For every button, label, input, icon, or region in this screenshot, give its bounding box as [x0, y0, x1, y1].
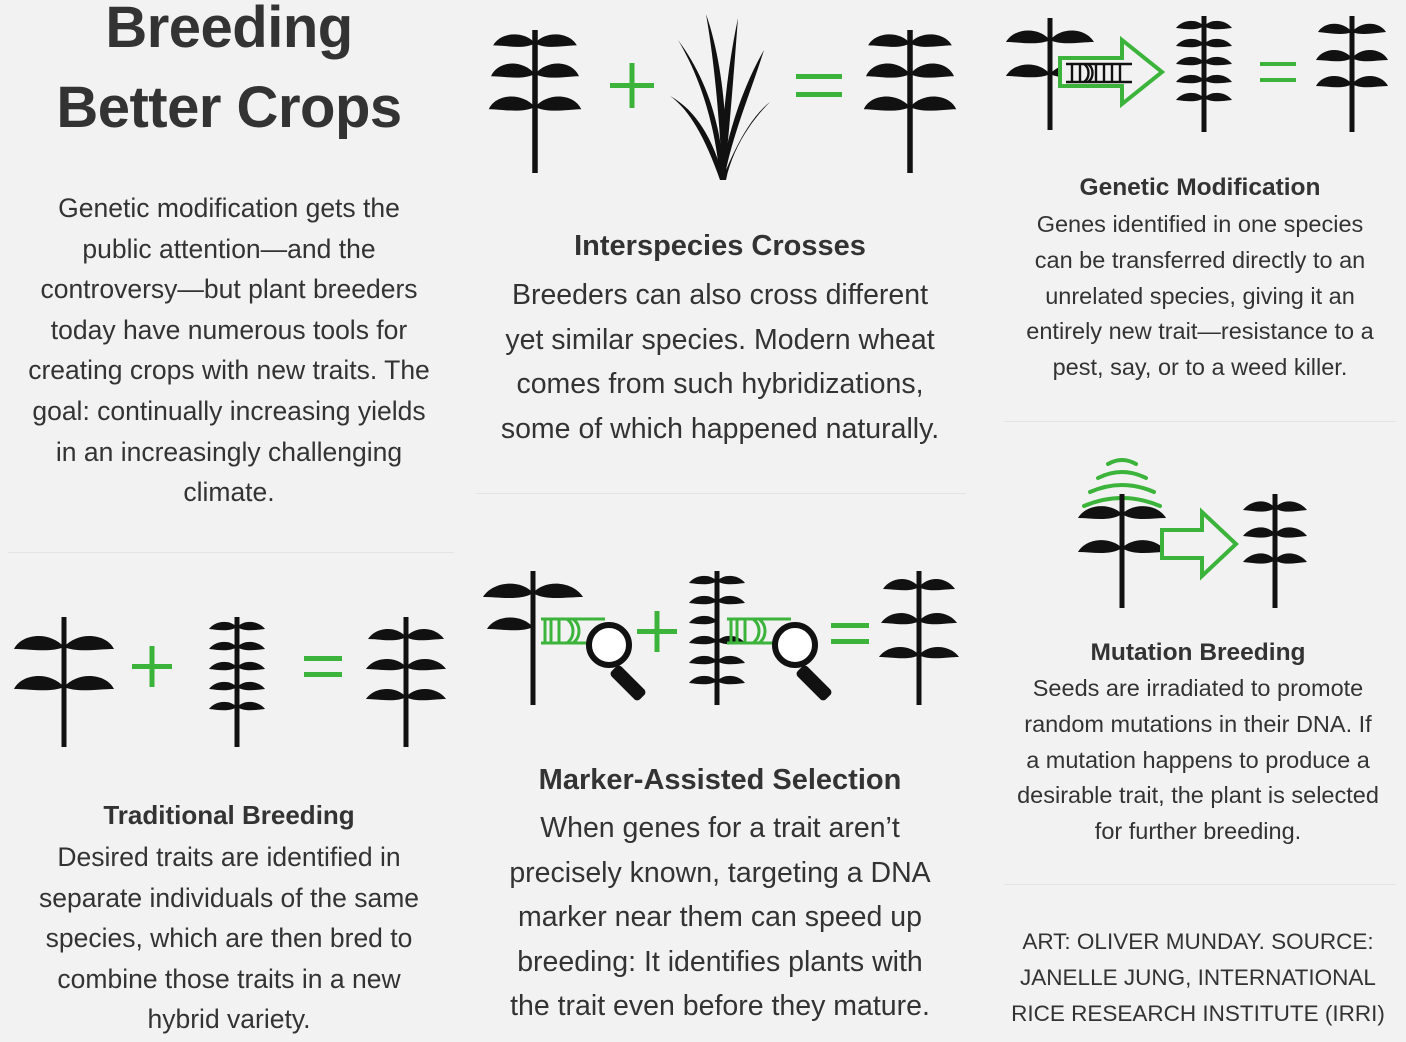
equals-icon: [1260, 62, 1296, 82]
marker-line: breeding: It identifies plants with: [517, 945, 923, 978]
credit-line: RICE RESEARCH INSTITUTE (IRRI): [1011, 1001, 1385, 1026]
marker-line: When genes for a trait aren’t: [540, 812, 900, 844]
divider: [476, 493, 966, 494]
interspecies-diagram: [470, 10, 950, 190]
interspecies-heading: Interspecies Crosses: [574, 230, 866, 262]
plant-icon: [14, 617, 114, 747]
title-line-1: Breeding: [105, 0, 353, 60]
plus-icon: [610, 63, 654, 108]
divider: [1004, 884, 1396, 885]
interspecies-line: Breeders can also cross different: [511, 279, 929, 311]
intro-line: creating crops with new traits. The: [28, 355, 430, 386]
interspecies-text: [470, 273, 970, 451]
plant-icon: [1316, 16, 1388, 132]
marker-diagram: [475, 565, 965, 715]
equals-icon: [831, 623, 869, 644]
plus-icon: [132, 646, 172, 687]
plant-icon: [879, 571, 959, 705]
intro-line: controversy—but plant breeders: [40, 274, 418, 305]
magnifier-icon: [589, 625, 647, 702]
genetic-modification-text: [1000, 207, 1400, 386]
interspecies-line: yet similar species. Modern wheat: [505, 323, 935, 356]
intro-line: goal: continually increasing yields: [32, 395, 426, 426]
equals-icon: [796, 74, 842, 97]
mutation-line: Seeds are irradiated to promote: [1032, 675, 1364, 701]
intro-line: in an increasingly challenging: [55, 436, 403, 467]
mutation-line: random mutations in their DNA. If: [1024, 710, 1372, 737]
divider: [8, 552, 454, 553]
genetic-modification-line: entirely new trait—resistance to a: [1026, 318, 1374, 345]
plus-icon: [637, 611, 677, 652]
traditional-text: [0, 837, 458, 1040]
plant-icon: [864, 30, 956, 173]
genetic-modification-line: can be transferred directly to an: [1034, 246, 1366, 273]
plant-icon: [1176, 16, 1232, 132]
traditional-line: separate individuals of the same: [38, 882, 420, 913]
traditional-line: species, which are then bred to: [45, 923, 413, 954]
plant-icon: [483, 571, 583, 705]
plant-icon: [1243, 494, 1307, 608]
intro-line: public attention—and the: [82, 233, 376, 264]
marker-heading: Marker-Assisted Selection: [538, 764, 902, 796]
traditional-diagram: [10, 612, 460, 752]
title-line-2: Better Crops: [56, 75, 402, 140]
magnifier-icon: [775, 625, 833, 702]
traditional-line: Desired traits are identified in: [57, 842, 401, 872]
intro-line: today have numerous tools for: [50, 314, 408, 345]
genetic-modification-diagram: [1000, 10, 1400, 140]
plant-icon: [209, 617, 265, 747]
traditional-line: combine those traits in a new: [57, 963, 401, 994]
divider: [1004, 421, 1396, 422]
genetic-modification-line: Genes identified in one species: [1036, 211, 1364, 237]
mutation-text: [998, 671, 1398, 850]
traditional-heading: Traditional Breeding: [103, 800, 355, 830]
marker-line: precisely known, targeting a DNA: [509, 856, 931, 889]
traditional-line: hybrid variety.: [147, 1004, 311, 1035]
plant-icon: [366, 617, 446, 747]
plant-icon: [1078, 494, 1166, 608]
credit-text: [998, 924, 1398, 1032]
mutation-diagram: [1070, 452, 1330, 612]
marker-line: marker near them can speed up: [518, 901, 922, 933]
genetic-modification-line: pest, say, or to a weed killer.: [1052, 354, 1348, 381]
mutation-heading: Mutation Breeding: [1090, 639, 1306, 666]
plant-icon: [489, 30, 581, 173]
arrow-icon: [1162, 512, 1236, 576]
genetic-modification-line: unrelated species, giving it an: [1045, 282, 1355, 309]
intro-text: [0, 188, 458, 513]
marker-text: [470, 806, 970, 1029]
credit-line: ART: OLIVER MUNDAY. SOURCE:: [1022, 929, 1374, 954]
interspecies-line: some of which happened naturally.: [500, 412, 940, 445]
intro-line: climate.: [183, 477, 275, 508]
intro-line: Genetic modification gets the: [58, 193, 400, 223]
mutation-line: desirable trait, the plant is selected: [1017, 782, 1379, 809]
mutation-line: a mutation happens to produce a: [1026, 746, 1370, 773]
genetic-modification-heading: Genetic Modification: [1079, 174, 1321, 201]
page-title: [10, 0, 448, 148]
mutation-line: for further breeding.: [1094, 818, 1302, 845]
equals-icon: [304, 656, 342, 677]
credit-line: JANELLE JUNG, INTERNATIONAL: [1020, 965, 1376, 990]
grass-icon: [670, 14, 770, 180]
interspecies-line: comes from such hybridizations,: [516, 368, 924, 400]
marker-line: the trait even before they mature.: [510, 990, 930, 1022]
